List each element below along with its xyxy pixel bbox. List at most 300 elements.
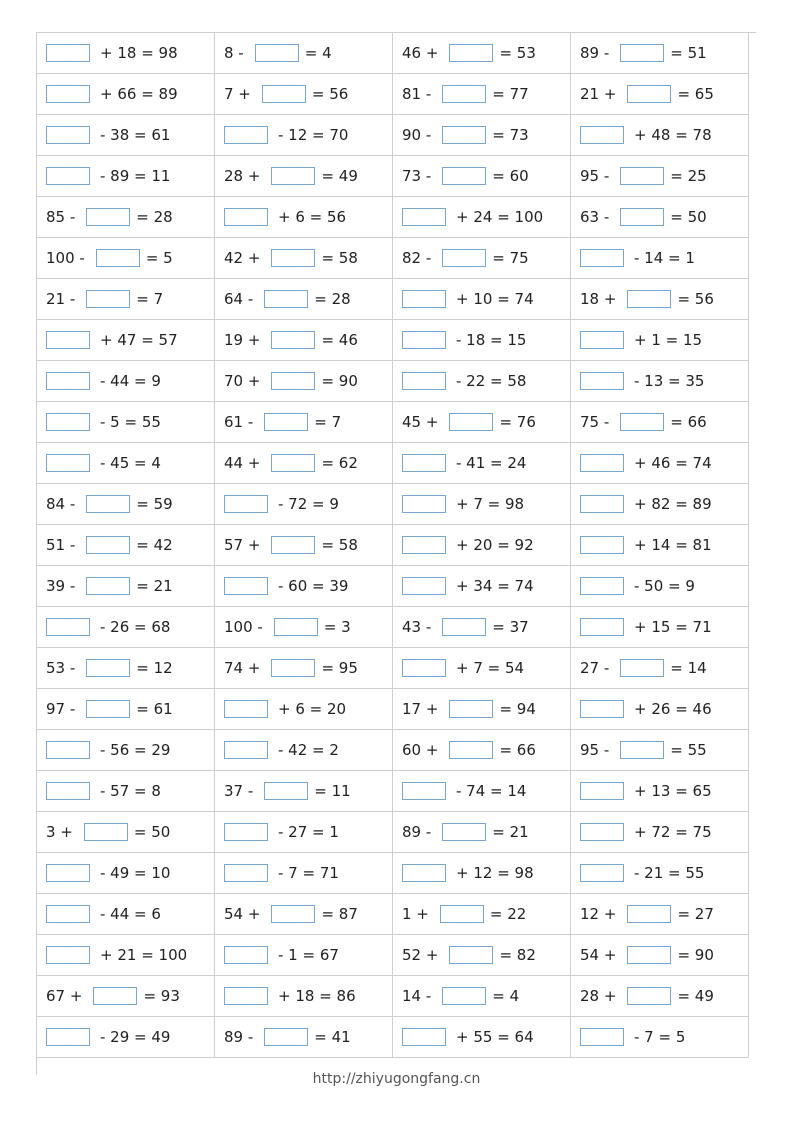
problem-left-operand: 73 - xyxy=(402,167,432,185)
problem-cell xyxy=(37,894,215,935)
problem-cell xyxy=(215,812,393,853)
problem-right-text: = 58 xyxy=(321,249,358,267)
problem-right-text: = 37 xyxy=(492,618,529,636)
problem-cell xyxy=(571,689,749,730)
answer-box[interactable] xyxy=(402,454,446,472)
problem-cell xyxy=(393,689,571,730)
answer-box[interactable] xyxy=(402,290,446,308)
problem-right-text: = 56 xyxy=(677,290,714,308)
problem-left-operand: 54 + xyxy=(224,905,261,923)
problem-cell xyxy=(393,197,571,238)
answer-box[interactable] xyxy=(402,864,446,882)
answer-box[interactable] xyxy=(580,495,624,513)
problem-right-text: + 18 = 98 xyxy=(100,44,178,62)
answer-box[interactable] xyxy=(46,1028,90,1046)
problem-right-text: - 57 = 8 xyxy=(100,782,161,800)
problem-left-operand: 42 + xyxy=(224,249,261,267)
answer-box[interactable] xyxy=(442,167,486,185)
problem-cell xyxy=(571,976,749,1017)
problem-left-operand: 46 + xyxy=(402,44,439,62)
footer-url: http://zhiyugongfang.cn xyxy=(312,1071,481,1087)
problem-cell xyxy=(215,935,393,976)
problem-cell xyxy=(571,197,749,238)
problem-right-text: + 24 = 100 xyxy=(456,208,544,226)
problem-left-operand: 100 - xyxy=(224,618,263,636)
problem-cell xyxy=(215,443,393,484)
problem-right-text: - 1 = 67 xyxy=(278,946,339,964)
problem-right-text: - 72 = 9 xyxy=(278,495,339,513)
problem-right-text: + 66 = 89 xyxy=(100,85,178,103)
answer-box[interactable] xyxy=(46,372,90,390)
problem-cell xyxy=(215,607,393,648)
problem-cell xyxy=(215,279,393,320)
answer-box[interactable] xyxy=(255,44,299,62)
problem-right-text: + 20 = 92 xyxy=(456,536,534,554)
problem-right-text: = 60 xyxy=(492,167,529,185)
problem-cell xyxy=(571,648,749,689)
problem-left-operand: 64 - xyxy=(224,290,254,308)
answer-box[interactable] xyxy=(442,987,486,1005)
problem-right-text: + 12 = 98 xyxy=(456,864,534,882)
problem-cell xyxy=(37,443,215,484)
answer-box[interactable] xyxy=(84,823,128,841)
answer-box[interactable] xyxy=(620,44,664,62)
problem-cell xyxy=(393,648,571,689)
problem-left-operand: 28 + xyxy=(224,167,261,185)
problem-right-text: = 66 xyxy=(670,413,707,431)
answer-box[interactable] xyxy=(271,331,315,349)
answer-box[interactable] xyxy=(402,208,446,226)
problem-left-operand: 67 + xyxy=(46,987,83,1005)
problem-left-operand: 84 - xyxy=(46,495,76,513)
problem-cell xyxy=(37,935,215,976)
problem-right-text: = 95 xyxy=(321,659,358,677)
problem-cell xyxy=(37,402,215,443)
problem-cell xyxy=(571,894,749,935)
problem-right-text: = 7 xyxy=(314,413,342,431)
problem-right-text: - 56 = 29 xyxy=(100,741,171,759)
answer-box[interactable] xyxy=(620,167,664,185)
grid-edge-line xyxy=(748,32,756,33)
problem-left-operand: 37 - xyxy=(224,782,254,800)
answer-box[interactable] xyxy=(46,618,90,636)
problem-right-text: = 41 xyxy=(314,1028,351,1046)
answer-box[interactable] xyxy=(271,249,315,267)
problem-left-operand: 70 + xyxy=(224,372,261,390)
problem-cell xyxy=(571,74,749,115)
problem-cell xyxy=(571,115,749,156)
problem-right-text: + 18 = 86 xyxy=(278,987,356,1005)
problem-right-text: = 94 xyxy=(499,700,536,718)
problem-cell xyxy=(215,566,393,607)
problem-cell xyxy=(215,361,393,402)
problem-left-operand: 1 + xyxy=(402,905,429,923)
problem-right-text: - 44 = 6 xyxy=(100,905,161,923)
problem-cell xyxy=(393,279,571,320)
problem-cell xyxy=(215,730,393,771)
problem-right-text: + 55 = 64 xyxy=(456,1028,534,1046)
problem-cell xyxy=(37,812,215,853)
answer-box[interactable] xyxy=(224,987,268,1005)
problem-right-text: - 29 = 49 xyxy=(100,1028,171,1046)
problem-cell xyxy=(571,812,749,853)
problem-right-text: + 26 = 46 xyxy=(634,700,712,718)
problem-left-operand: 75 - xyxy=(580,413,610,431)
problem-cell xyxy=(37,115,215,156)
problem-cell xyxy=(37,607,215,648)
problem-left-operand: 97 - xyxy=(46,700,76,718)
answer-box[interactable] xyxy=(627,946,671,964)
problem-right-text: = 82 xyxy=(499,946,536,964)
answer-box[interactable] xyxy=(262,85,306,103)
problem-right-text: + 7 = 54 xyxy=(456,659,525,677)
answer-box[interactable] xyxy=(449,44,493,62)
answer-box[interactable] xyxy=(402,577,446,595)
answer-box[interactable] xyxy=(580,1028,624,1046)
problem-right-text: = 87 xyxy=(321,905,358,923)
problem-cell xyxy=(37,1017,215,1058)
problem-cell xyxy=(393,238,571,279)
problem-cell xyxy=(571,238,749,279)
problem-right-text: = 49 xyxy=(321,167,358,185)
problem-cell xyxy=(571,443,749,484)
answer-box[interactable] xyxy=(264,290,308,308)
problem-cell xyxy=(37,156,215,197)
problem-right-text: - 14 = 1 xyxy=(634,249,695,267)
problem-left-operand: 3 + xyxy=(46,823,73,841)
problem-right-text: - 21 = 55 xyxy=(634,864,705,882)
answer-box[interactable] xyxy=(271,905,315,923)
answer-box[interactable] xyxy=(580,126,624,144)
problem-cell xyxy=(37,566,215,607)
problem-left-operand: 100 - xyxy=(46,249,85,267)
problem-right-text: = 11 xyxy=(314,782,351,800)
answer-box[interactable] xyxy=(224,864,268,882)
answer-box[interactable] xyxy=(449,413,493,431)
problem-right-text: = 93 xyxy=(143,987,180,1005)
answer-box[interactable] xyxy=(86,290,130,308)
answer-box[interactable] xyxy=(46,741,90,759)
problem-left-operand: 21 + xyxy=(580,85,617,103)
answer-box[interactable] xyxy=(46,782,90,800)
problem-cell xyxy=(393,156,571,197)
answer-box[interactable] xyxy=(580,700,624,718)
problem-cell xyxy=(571,402,749,443)
problem-right-text: - 7 = 5 xyxy=(634,1028,686,1046)
problem-right-text: - 89 = 11 xyxy=(100,167,171,185)
problem-left-operand: 14 - xyxy=(402,987,432,1005)
answer-box[interactable] xyxy=(402,372,446,390)
answer-box[interactable] xyxy=(224,823,268,841)
answer-box[interactable] xyxy=(46,167,90,185)
problem-right-text: = 42 xyxy=(136,536,173,554)
answer-box[interactable] xyxy=(440,905,484,923)
problem-right-text: = 3 xyxy=(323,618,351,636)
problem-cell xyxy=(215,238,393,279)
answer-box[interactable] xyxy=(224,126,268,144)
answer-box[interactable] xyxy=(402,782,446,800)
problem-cell xyxy=(215,1017,393,1058)
problem-right-text: + 82 = 89 xyxy=(634,495,712,513)
problem-left-operand: 8 - xyxy=(224,44,244,62)
answer-box[interactable] xyxy=(580,618,624,636)
problem-right-text: = 66 xyxy=(499,741,536,759)
answer-box[interactable] xyxy=(271,536,315,554)
problem-right-text: - 22 = 58 xyxy=(456,372,527,390)
problem-left-operand: 18 + xyxy=(580,290,617,308)
answer-box[interactable] xyxy=(86,536,130,554)
answer-box[interactable] xyxy=(46,946,90,964)
problem-right-text: + 48 = 78 xyxy=(634,126,712,144)
answer-box[interactable] xyxy=(402,495,446,513)
problem-left-operand: 19 + xyxy=(224,331,261,349)
problem-left-operand: 95 - xyxy=(580,741,610,759)
problem-left-operand: 52 + xyxy=(402,946,439,964)
problem-right-text: + 15 = 71 xyxy=(634,618,712,636)
problem-right-text: = 4 xyxy=(304,44,332,62)
answer-box[interactable] xyxy=(627,905,671,923)
answer-box[interactable] xyxy=(580,782,624,800)
answer-box[interactable] xyxy=(46,864,90,882)
answer-box[interactable] xyxy=(449,741,493,759)
problem-cell xyxy=(571,853,749,894)
answer-box[interactable] xyxy=(442,85,486,103)
problem-right-text: = 49 xyxy=(677,987,714,1005)
answer-box[interactable] xyxy=(224,741,268,759)
problem-cell xyxy=(393,894,571,935)
problem-right-text: - 74 = 14 xyxy=(456,782,527,800)
problem-right-text: = 76 xyxy=(499,413,536,431)
problem-right-text: = 75 xyxy=(492,249,529,267)
answer-box[interactable] xyxy=(271,167,315,185)
problem-left-operand: 61 - xyxy=(224,413,254,431)
problem-right-text: = 25 xyxy=(670,167,707,185)
answer-box[interactable] xyxy=(620,413,664,431)
problem-right-text: + 47 = 57 xyxy=(100,331,178,349)
problem-right-text: = 90 xyxy=(677,946,714,964)
problem-left-operand: 51 - xyxy=(46,536,76,554)
answer-box[interactable] xyxy=(224,208,268,226)
problem-cell xyxy=(571,33,749,74)
problem-cell xyxy=(37,648,215,689)
problem-cell xyxy=(215,853,393,894)
answer-box[interactable] xyxy=(580,249,624,267)
problem-right-text: = 28 xyxy=(314,290,351,308)
problem-left-operand: 82 - xyxy=(402,249,432,267)
problem-cell xyxy=(215,197,393,238)
problem-right-text: - 26 = 68 xyxy=(100,618,171,636)
answer-box[interactable] xyxy=(580,372,624,390)
problem-left-operand: 43 - xyxy=(402,618,432,636)
answer-box[interactable] xyxy=(580,577,624,595)
answer-box[interactable] xyxy=(620,659,664,677)
problem-right-text: = 50 xyxy=(133,823,171,841)
problem-left-operand: 60 + xyxy=(402,741,439,759)
problem-right-text: - 18 = 15 xyxy=(456,331,527,349)
problem-right-text: - 41 = 24 xyxy=(456,454,527,472)
problem-right-text: + 7 = 98 xyxy=(456,495,525,513)
answer-box[interactable] xyxy=(46,85,90,103)
problem-cell xyxy=(571,771,749,812)
answer-box[interactable] xyxy=(46,126,90,144)
answer-box[interactable] xyxy=(580,331,624,349)
answer-box[interactable] xyxy=(264,413,308,431)
problem-left-operand: 74 + xyxy=(224,659,261,677)
problem-right-text: = 7 xyxy=(136,290,164,308)
answer-box[interactable] xyxy=(86,208,130,226)
answer-box[interactable] xyxy=(402,1028,446,1046)
problem-cell xyxy=(571,730,749,771)
problem-right-text: = 62 xyxy=(321,454,358,472)
answer-box[interactable] xyxy=(442,618,486,636)
problem-cell xyxy=(393,115,571,156)
problem-cell xyxy=(37,320,215,361)
problem-cell xyxy=(215,33,393,74)
answer-box[interactable] xyxy=(627,987,671,1005)
problem-left-operand: 53 - xyxy=(46,659,76,677)
problem-left-operand: 85 - xyxy=(46,208,76,226)
problem-cell xyxy=(215,976,393,1017)
problem-cell xyxy=(393,320,571,361)
problem-right-text: - 12 = 70 xyxy=(278,126,349,144)
problem-cell xyxy=(215,156,393,197)
problem-right-text: = 55 xyxy=(670,741,707,759)
problem-right-text: + 6 = 56 xyxy=(278,208,347,226)
problem-cell xyxy=(393,402,571,443)
problem-right-text: - 27 = 1 xyxy=(278,823,339,841)
answer-box[interactable] xyxy=(620,741,664,759)
answer-box[interactable] xyxy=(580,536,624,554)
problem-cell xyxy=(37,74,215,115)
problem-cell xyxy=(37,771,215,812)
answer-box[interactable] xyxy=(224,495,268,513)
problem-right-text: = 28 xyxy=(136,208,173,226)
answer-box[interactable] xyxy=(271,659,315,677)
problem-right-text: + 13 = 65 xyxy=(634,782,712,800)
answer-box[interactable] xyxy=(442,823,486,841)
problem-left-operand: 44 + xyxy=(224,454,261,472)
answer-box[interactable] xyxy=(442,126,486,144)
answer-box[interactable] xyxy=(86,577,130,595)
problem-cell xyxy=(571,1017,749,1058)
answer-box[interactable] xyxy=(264,782,308,800)
answer-box[interactable] xyxy=(264,1028,308,1046)
problem-right-text: + 72 = 75 xyxy=(634,823,712,841)
answer-box[interactable] xyxy=(46,413,90,431)
problem-cell xyxy=(37,361,215,402)
problem-right-text: - 38 = 61 xyxy=(100,126,171,144)
problem-right-text: = 21 xyxy=(136,577,173,595)
answer-box[interactable] xyxy=(224,700,268,718)
answer-box[interactable] xyxy=(224,946,268,964)
answer-box[interactable] xyxy=(271,454,315,472)
problem-right-text: = 4 xyxy=(492,987,520,1005)
answer-box[interactable] xyxy=(46,454,90,472)
problem-right-text: = 46 xyxy=(321,331,358,349)
problem-left-operand: 63 - xyxy=(580,208,610,226)
problem-right-text: = 21 xyxy=(492,823,529,841)
problem-left-operand: 28 + xyxy=(580,987,617,1005)
answer-box[interactable] xyxy=(271,372,315,390)
problem-cell xyxy=(37,33,215,74)
problem-right-text: = 73 xyxy=(492,126,529,144)
problem-cell xyxy=(571,935,749,976)
problem-cell xyxy=(393,771,571,812)
answer-box[interactable] xyxy=(627,85,671,103)
answer-box[interactable] xyxy=(620,208,664,226)
problem-left-operand: 57 + xyxy=(224,536,261,554)
answer-box[interactable] xyxy=(580,864,624,882)
problem-right-text: + 1 = 15 xyxy=(634,331,703,349)
problem-right-text: - 13 = 35 xyxy=(634,372,705,390)
problem-cell xyxy=(393,730,571,771)
answer-box[interactable] xyxy=(580,454,624,472)
problem-cell xyxy=(571,525,749,566)
answer-box[interactable] xyxy=(449,946,493,964)
problem-cell xyxy=(215,689,393,730)
problem-left-operand: 45 + xyxy=(402,413,439,431)
problem-cell xyxy=(393,607,571,648)
problem-cell xyxy=(393,74,571,115)
problem-right-text: + 46 = 74 xyxy=(634,454,712,472)
answer-box[interactable] xyxy=(402,331,446,349)
problem-right-text: = 51 xyxy=(670,44,707,62)
problem-right-text: = 58 xyxy=(321,536,358,554)
problem-cell xyxy=(37,484,215,525)
problem-right-text: = 27 xyxy=(677,905,714,923)
problem-cell xyxy=(571,566,749,607)
problem-cell xyxy=(393,443,571,484)
problem-right-text: + 10 = 74 xyxy=(456,290,534,308)
answer-box[interactable] xyxy=(46,331,90,349)
problem-cell xyxy=(393,935,571,976)
answer-box[interactable] xyxy=(627,290,671,308)
answer-box[interactable] xyxy=(46,905,90,923)
answer-box[interactable] xyxy=(442,249,486,267)
problem-right-text: + 6 = 20 xyxy=(278,700,347,718)
answer-box[interactable] xyxy=(402,659,446,677)
problem-cell xyxy=(37,730,215,771)
answer-box[interactable] xyxy=(46,44,90,62)
answer-box[interactable] xyxy=(86,659,130,677)
answer-box[interactable] xyxy=(224,577,268,595)
answer-box[interactable] xyxy=(96,249,140,267)
answer-box[interactable] xyxy=(93,987,137,1005)
problem-cell xyxy=(37,853,215,894)
problem-cell xyxy=(571,156,749,197)
problem-cell xyxy=(571,484,749,525)
problem-cell xyxy=(393,853,571,894)
answer-box[interactable] xyxy=(449,700,493,718)
problem-right-text: - 60 = 39 xyxy=(278,577,349,595)
problem-left-operand: 39 - xyxy=(46,577,76,595)
answer-box[interactable] xyxy=(274,618,318,636)
problem-cell xyxy=(215,894,393,935)
answer-box[interactable] xyxy=(86,495,130,513)
problem-cell xyxy=(571,361,749,402)
problem-cell xyxy=(571,279,749,320)
answer-box[interactable] xyxy=(580,823,624,841)
problem-right-text: - 50 = 9 xyxy=(634,577,695,595)
problem-right-text: = 56 xyxy=(311,85,349,103)
answer-box[interactable] xyxy=(86,700,130,718)
problem-cell xyxy=(393,525,571,566)
problem-left-operand: 21 - xyxy=(46,290,76,308)
problem-cell xyxy=(393,566,571,607)
problem-cell xyxy=(393,361,571,402)
problem-cell xyxy=(215,115,393,156)
answer-box[interactable] xyxy=(402,536,446,554)
